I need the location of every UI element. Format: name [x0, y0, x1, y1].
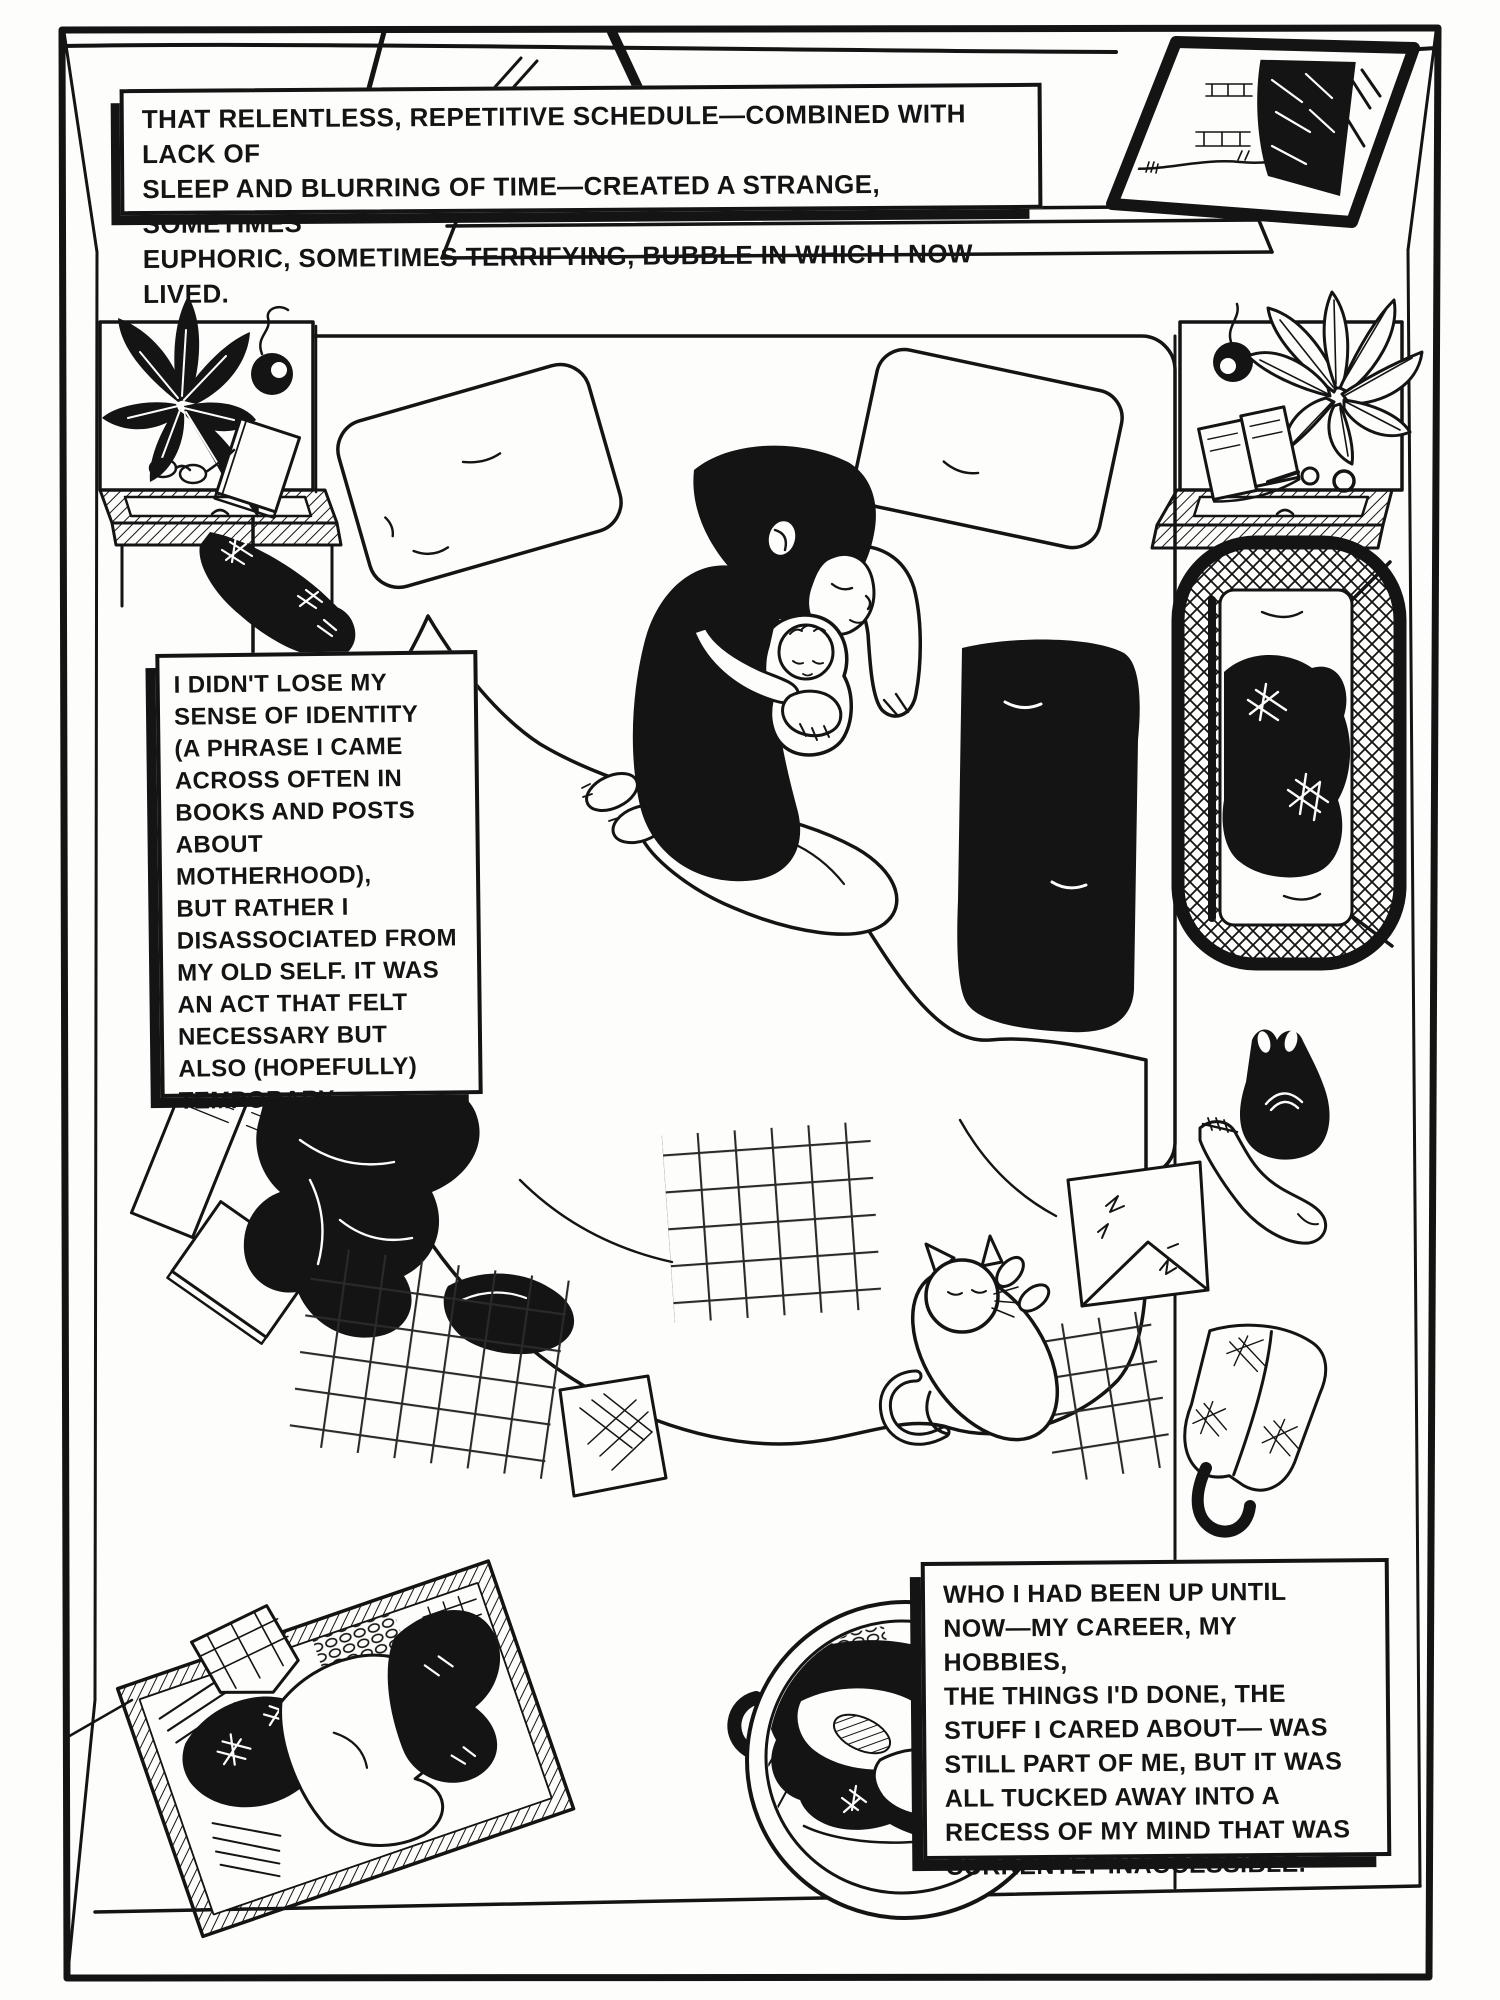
crosshatch-cloth [560, 1376, 666, 1496]
checkered-blanket-center [662, 1121, 883, 1323]
crib [1178, 542, 1400, 964]
crib-blanket [1223, 655, 1351, 877]
checkered-blanket-left [287, 1245, 570, 1479]
caption-bottom-right-text: WHO I HAD BEEN UP UNTIL NOW—MY CAREER, MY HOBBIES, THE THINGS I'D DONE, THE STUFF I CARED ABOUT— WAS STILL PART OF ME, BUT IT WAS ALL TUCKED AWAY INTO A RECESS OF MY MIND THAT WAS CURRENTLY INACCESSIBLE. [942, 1577, 1351, 1881]
caption-box-bottom-right [921, 1558, 1392, 1881]
caption-left-text: I DIDN'T LOSE MY SENSE OF IDENTITY (A PHRASE I CAME ACROSS OFTEN IN BOOKS AND POSTS ABOUT MOTHERHOOD), BUT RATHER I DISASSOCIATED FROM MY OLD SELF. IT WAS AN ACT THAT FELT NECESSARY BUT ALSO (HOPEFULLY) TEMPORARY. [173, 669, 458, 1115]
caption-top-text: THAT RELENTLESS, REPETITIVE SCHEDULE—COMBINED WITH LACK OF SLEEP AND BLURRING OF TIME—CREATED A STRANGE, SOMETIMES EUPHORIC, SOMETIMES TERRIFYING, BUBBLE IN WHICH I NOW LIVED. [141, 98, 973, 310]
baby-head [779, 625, 833, 679]
black-duvet [957, 639, 1139, 1032]
scribbled-paper [1068, 1162, 1208, 1306]
caption-box-top [120, 83, 1043, 310]
cat-head [926, 1260, 998, 1332]
caption-box-left [155, 650, 482, 1115]
